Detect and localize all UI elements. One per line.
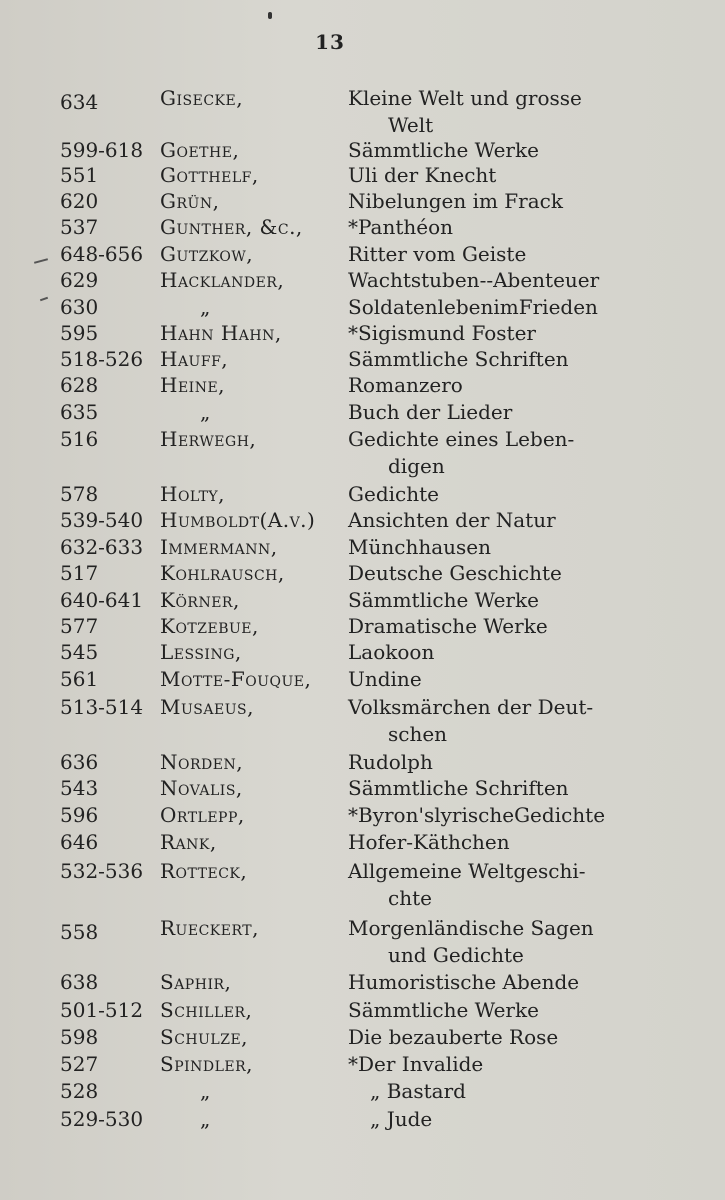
entry-title xyxy=(348,294,638,321)
entry-title-line: Sämmtliche Werke xyxy=(348,998,539,1022)
entry-title xyxy=(348,346,638,373)
entry-title xyxy=(348,320,638,347)
entry-title-line: Sämmtliche Schriften xyxy=(348,347,569,371)
entry-number: 513-514 xyxy=(60,695,144,719)
entry-author: Norden, xyxy=(160,750,244,774)
entry-title-line: Kleine Welt und grosse xyxy=(348,86,582,110)
entry-number: 596 xyxy=(60,803,99,827)
entry-title xyxy=(370,1106,660,1133)
entry-number: 518-526 xyxy=(60,347,144,371)
entry-number: 636 xyxy=(60,750,99,774)
entry-number: 501-512 xyxy=(60,998,144,1022)
entry-number: 620 xyxy=(60,189,99,213)
entry-title-line: Sämmtliche Werke xyxy=(348,138,539,162)
entry-title-line: Allgemeine Weltgeschi- xyxy=(348,859,586,883)
entry-number: 543 xyxy=(60,776,99,800)
entry-title xyxy=(348,137,638,164)
entry-title-line: Sämmtliche Werke xyxy=(348,588,539,612)
entry-title-line: Ritter vom Geiste xyxy=(348,242,527,266)
entry-number: 628 xyxy=(60,373,99,397)
entry-number: 561 xyxy=(60,667,99,691)
entry-author: „ xyxy=(200,295,211,319)
entry-title-line: SoldatenlebenimFrieden xyxy=(348,295,598,319)
entry-title-line: Wachtstuben--Abenteuer xyxy=(348,268,600,292)
entry-title-line: Uli der Knecht xyxy=(348,163,497,187)
entry-title-continuation: und Gedichte xyxy=(388,943,524,967)
entry-number: 632-633 xyxy=(60,535,144,559)
entry-title-line: *Sigismund Foster xyxy=(348,321,536,345)
entry-author: Goethe, xyxy=(160,138,240,162)
entry-author: Schulze, xyxy=(160,1025,249,1049)
entry-number: 528 xyxy=(60,1079,99,1103)
entry-title xyxy=(348,162,638,189)
entry-title xyxy=(348,587,638,614)
entry-number: 640-641 xyxy=(60,588,144,612)
entry-author: Rotteck, xyxy=(160,859,248,883)
entry-title-line: Laokoon xyxy=(348,640,435,664)
entry-author: Musaeus, xyxy=(160,695,254,719)
entry-title xyxy=(348,399,638,426)
entry-number: 577 xyxy=(60,614,99,638)
entry-number: 630 xyxy=(60,295,99,319)
entry-author: Schiller, xyxy=(160,998,253,1022)
entry-author: Körner, xyxy=(160,588,240,612)
entry-title xyxy=(348,214,638,241)
entry-author: Gunther, &c., xyxy=(160,215,303,239)
entry-title-line: Münchhausen xyxy=(348,535,491,559)
entry-author: Immermann, xyxy=(160,535,278,559)
entry-title xyxy=(348,694,638,748)
entry-title xyxy=(348,639,638,666)
entry-title-line: „ Bastard xyxy=(370,1079,466,1103)
entry-title xyxy=(348,534,638,561)
entry-title xyxy=(348,188,638,215)
entry-title-line: „ Jude xyxy=(370,1107,433,1131)
entry-title-line: *Der Invalide xyxy=(348,1052,484,1076)
entry-number: 638 xyxy=(60,970,99,994)
entry-number: 558 xyxy=(60,920,99,944)
entry-title xyxy=(348,749,638,776)
entry-author: Kotzebue, xyxy=(160,614,259,638)
entry-author: „ xyxy=(200,1079,211,1103)
entry-number: 539-540 xyxy=(60,508,144,532)
entry-title-line: Romanzero xyxy=(348,373,463,397)
entry-number: 517 xyxy=(60,561,99,585)
entry-title xyxy=(348,426,638,480)
entry-author: Grün, xyxy=(160,189,220,213)
entry-author: Novalis, xyxy=(160,776,243,800)
entry-author: Kohlrausch, xyxy=(160,561,285,585)
entry-title-line: Undine xyxy=(348,667,422,691)
entry-title-line: Hofer-Käthchen xyxy=(348,830,510,854)
entry-title-line: Die bezauberte Rose xyxy=(348,1025,559,1049)
entry-author: Ortlepp, xyxy=(160,803,245,827)
entry-title xyxy=(348,267,638,294)
entry-number: 537 xyxy=(60,215,99,239)
entry-author: Motte-Fouque, xyxy=(160,667,312,691)
entry-number: 527 xyxy=(60,1052,99,1076)
entry-title xyxy=(348,666,638,693)
entry-title-line: Morgenländische Sagen xyxy=(348,916,594,940)
entry-author: Hauff, xyxy=(160,347,229,371)
entry-title xyxy=(348,858,638,912)
entry-author: Rank, xyxy=(160,830,217,854)
entry-title-line: Volksmärchen der Deut- xyxy=(348,695,594,719)
entry-author: Hacklander, xyxy=(160,268,285,292)
entry-title xyxy=(348,560,638,587)
entry-number: 532-536 xyxy=(60,859,144,883)
entry-title xyxy=(348,1024,638,1051)
entry-author: „ xyxy=(200,1107,211,1131)
entry-author: Saphir, xyxy=(160,970,232,994)
entry-title xyxy=(348,997,638,1024)
entry-title-line: Rudolph xyxy=(348,750,433,774)
entry-title xyxy=(348,802,638,829)
entry-author: Herwegh, xyxy=(160,427,257,451)
entry-number: 629 xyxy=(60,268,99,292)
page-number: 13 xyxy=(315,30,345,54)
entry-number: 578 xyxy=(60,482,99,506)
entry-title-line: Gedichte xyxy=(348,482,439,506)
entry-number: 595 xyxy=(60,321,99,345)
entry-number: 635 xyxy=(60,400,99,424)
entry-title xyxy=(348,915,638,969)
entry-author: Holty, xyxy=(160,482,226,506)
entry-title-line: Humoristische Abende xyxy=(348,970,580,994)
entry-number: 599-618 xyxy=(60,138,144,162)
entry-author: Humboldt(A.v.) xyxy=(160,508,316,532)
entry-title xyxy=(348,507,638,534)
entry-title xyxy=(348,481,638,508)
entry-number: 648-656 xyxy=(60,242,144,266)
entry-number: 634 xyxy=(60,90,99,114)
entry-number: 516 xyxy=(60,427,99,451)
entry-number: 551 xyxy=(60,163,99,187)
entry-author: „ xyxy=(200,400,211,424)
entry-title-continuation: Welt xyxy=(388,113,434,137)
entry-title-continuation: chte xyxy=(388,886,432,910)
entry-number: 598 xyxy=(60,1025,99,1049)
entry-title xyxy=(348,613,638,640)
entry-title xyxy=(348,85,638,139)
entry-title-line: Buch der Lieder xyxy=(348,400,513,424)
entry-title xyxy=(348,1051,638,1078)
entry-title xyxy=(348,829,638,856)
entry-author: Gutzkow, xyxy=(160,242,254,266)
entry-title xyxy=(348,775,638,802)
entry-title-line: Gedichte eines Leben- xyxy=(348,427,575,451)
entry-number: 545 xyxy=(60,640,99,664)
entry-title xyxy=(348,969,638,996)
entry-title-line: Dramatische Werke xyxy=(348,614,548,638)
entry-title xyxy=(348,241,638,268)
entry-title xyxy=(348,372,638,399)
entry-author: Gotthelf, xyxy=(160,163,259,187)
entry-title-line: *Byron'slyrischeGedichte xyxy=(348,803,606,827)
entry-title-continuation: digen xyxy=(388,454,445,478)
entry-title-line: Deutsche Geschichte xyxy=(348,561,562,585)
entry-title-line: Nibelungen im Frack xyxy=(348,189,563,213)
entry-author: Heine, xyxy=(160,373,226,397)
entry-title-continuation: schen xyxy=(388,722,448,746)
entry-author: Lessing, xyxy=(160,640,242,664)
entry-author: Gisecke, xyxy=(160,86,244,110)
entry-title-line: Sämmtliche Schriften xyxy=(348,776,569,800)
entry-title-line: *Panthéon xyxy=(348,215,454,239)
entry-number: 646 xyxy=(60,830,99,854)
entry-author: Spindler, xyxy=(160,1052,254,1076)
entry-title-line: Ansichten der Natur xyxy=(348,508,556,532)
entry-author: Rueckert, xyxy=(160,916,259,940)
entry-number: 529-530 xyxy=(60,1107,144,1131)
entry-author: Hahn Hahn, xyxy=(160,321,282,345)
entry-title xyxy=(370,1078,660,1105)
